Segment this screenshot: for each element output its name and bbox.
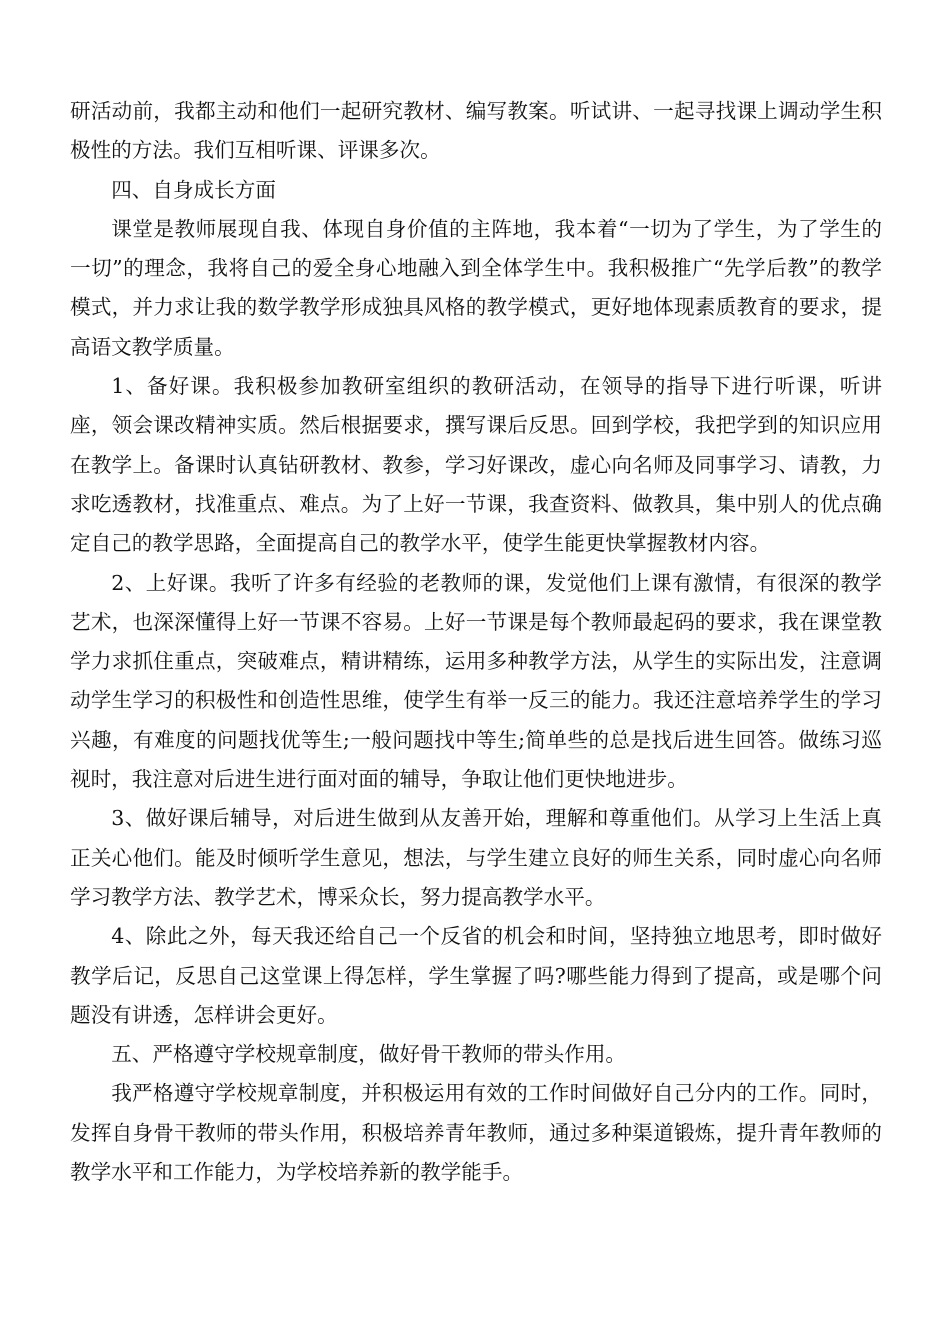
document-body [70,92,882,1192]
paragraph-continuation: 研活动前，我都主动和他们一起研究教材、编写教案。听试讲、一起寻找课上调动学生积极性的方法。我们互相听课、评课多次。 [70,99,882,163]
paragraph-after-class-tutoring: 3、做好课后辅导，对后进生做到从友善开始，理解和尊重他们。从学习上生活上真正关心他们。能及时倾听学生意见，想法，与学生建立良好的师生关系，同时虚心向名师学习教学方法、教学艺术，博采众长，努力提高教学水平。 [70,806,882,909]
paragraph-prepare-lessons: 1、备好课。我积极参加教研室组织的教研活动，在领导的指导下进行听课，听讲座，领会课改精神实质。然后根据要求，撰写课后反思。回到学校，我把学到的知识应用在教学上。备课时认真钻研教材、教参，学习好课改，虚心向名师及同事学习、请教，力求吃透教材，找准重点、难点。为了上好一节课，我查资料、做教具，集中别人的优点确定自己的教学思路，全面提高自己的教学水平，使学生能更快掌握教材内容。 [70,374,882,556]
section-heading-self-growth: 四、自身成长方面 [111,177,276,202]
section-heading-school-rules: 五、严格遵守学校规章制度，做好骨干教师的带头作用。 [111,1042,627,1067]
paragraph-reflection: 4、除此之外，每天我还给自己一个反省的机会和时间，坚持独立地思考，即时做好教学后记，反思自己这堂课上得怎样，学生掌握了吗?哪些能力得到了提高，或是哪个问题没有讲透，怎样讲会更好。 [70,924,882,1027]
paragraph-classroom: 课堂是教师展现自我、体现自身价值的主阵地，我本着“一切为了学生，为了学生的一切”的理念，我将自己的爱全身心地融入到全体学生中。我积极推广“先学后教”的教学模式，并力求让我的数学教学形成独具风格的教学模式，更好地体现素质教育的要求，提高语文教学质量。 [70,216,882,359]
paragraph-school-rules: 我严格遵守学校规章制度，并积极运用有效的工作时间做好自己分内的工作。同时，发挥自身骨干教师的带头作用，积极培养青年教师，通过多种渠道锻炼，提升青年教师的教学水平和工作能力，为学校培养新的教学能手。 [70,1081,882,1185]
paragraph-teach-lessons: 2、上好课。我听了许多有经验的老教师的课，发觉他们上课有激情，有很深的教学艺术，也深深懂得上好一节课不容易。上好一节课是每个教师最起码的要求，我在课堂教学力求抓住重点，突破难点，精讲精练，运用多种教学方法，从学生的实际出发，注意调动学生学习的积极性和创造性思维，使学生有举一反三的能力。我还注意培养学生的学习兴趣，有难度的问题找优等生;一般问题找中等生;简单些的总是找后进生回答。做练习巡视时，我注意对后进生进行面对面的辅导，争取让他们更快地进步。 [70,570,882,792]
